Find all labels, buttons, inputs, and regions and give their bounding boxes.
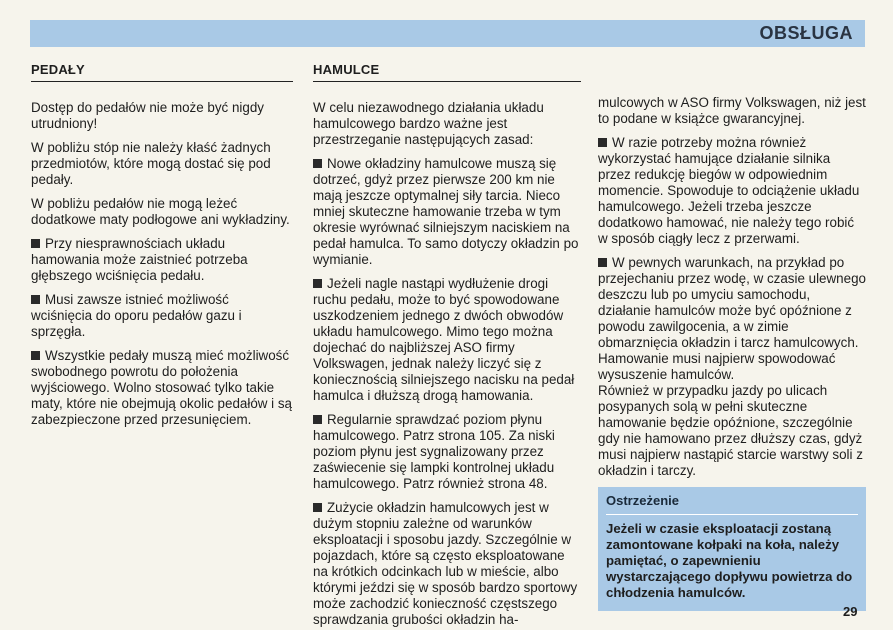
bullet-text: Regularnie sprawdzać poziom płynu hamulcowego. Patrz strona 105. Za niski poziom płynu jest sygnalizowany przez zaświecenie się lampki kontrolnej układu hamulcowego. Patrz również strona 48.	[313, 412, 555, 491]
bullet-square-icon	[598, 258, 607, 267]
bullet-text: Przy niesprawnościach układu hamowania może zaistnieć potrzeba głębszego wciśnięcia pedału.	[31, 236, 248, 283]
bullet-text: Nowe okładziny hamulcowe muszą się dotrzeć, gdyż przez pierwsze 200 km nie mają jeszcze optymalnej siły tarcia. Nieco mniej skuteczne hamowanie trzeba w tym okresie wyrównać silniejszym naciskiem na pedał hamulca. To samo dotyczy okładzin po wymianie.	[313, 156, 579, 267]
bullet-square-icon	[31, 239, 40, 248]
pedaly-column	[31, 62, 293, 436]
hamulce-heading: HAMULCE	[313, 62, 581, 82]
bullet-item	[313, 156, 581, 268]
bullet-square-icon	[31, 351, 40, 360]
bullet-text: Zużycie okładzin hamulcowych jest w dużym stopniu zależne od warunków eksploatacji i sposobu jazdy. Szczególnie w pojazdach, które są często eksploatowane na krótkich odcinkach lub w mieście, albo którymi jeździ się w sposób bardzo sportowy może zachodzić konieczność częstszego sprawdzania grubości okładzin ha-	[313, 500, 578, 627]
section-title: OBSŁUGA	[759, 23, 853, 43]
bullet-square-icon	[598, 138, 607, 147]
bullet-square-icon	[313, 415, 322, 424]
bullet-text: W razie potrzeby można również wykorzystać hamujące działanie silnika przez redukcję biegów w odpowiednim momencie. Spowoduje to odciążenie układu hamulcowego. Jeżeli trzeba jeszcze dodatkowo hamować, nie należy tego robić w sposób ciągły lecz z przerwami.	[598, 135, 860, 246]
paragraph: Również w przypadku jazdy po ulicach posypanych solą w pełni skuteczne hamowanie będzie opóźnione, szczególnie gdy nie hamowano przez dłuższy czas, gdyż musi najpierw nastąpić starcie warstwy soli z okładzin i tarczy.	[598, 383, 863, 478]
bullet-square-icon	[313, 503, 322, 512]
bullet-item	[313, 500, 581, 628]
bullet-item	[598, 255, 866, 383]
warning-box	[598, 487, 866, 611]
paragraph: mulcowych w ASO firmy Volkswagen, niż jest to podane w książce gwarancyjnej.	[598, 95, 866, 126]
header-bar	[30, 20, 865, 47]
bullet-text: Jeżeli nagle nastąpi wydłużenie drogi ruchu pedału, może to być spowodowane uszkodzeniem jednego z dwóch obwodów układu hamulcowego. Mimo tego można dojechać do najbliższej ASO firmy Volkswagen, jednak należy liczyć się z koniecznością silniejszego nacisku na pedał hamulca i dłuższą drogą hamowania.	[313, 276, 575, 403]
paragraph: W celu niezawodnego działania układu hamulcowego bardzo ważne jest przestrzeganie następujących zasad:	[313, 100, 544, 147]
bullet-text: Wszystkie pedały muszą mieć możliwość swobodnego powrotu do położenia wyjściowego. Wolno stosować tylko takie maty, które nie obejmują okolic pedałów i są zabezpieczone przed przesunięciem.	[31, 348, 292, 427]
bullet-square-icon	[31, 295, 40, 304]
bullet-item	[31, 348, 293, 428]
paragraph: Dostęp do pedałów nie może być nigdy utrudniony!	[31, 100, 264, 131]
warning-title: Ostrzeżenie	[606, 493, 858, 515]
bullet-item	[313, 412, 581, 492]
hamulce-column	[313, 62, 581, 630]
warning-text: Jeżeli w czasie eksploatacji zostaną zamontowane kołpaki na koła, należy pamiętać, o zapewnieniu wystarczającego dopływu powietrza do chłodzenia hamulców.	[606, 521, 853, 600]
paragraph: W pobliżu stóp nie należy kłaść żadnych przedmiotów, które mogą dostać się pod pedały.	[31, 140, 271, 187]
bullet-text: Musi zawsze istnieć możliwość wciśnięcia do oporu pedałów gazu i sprzęgła.	[31, 292, 242, 339]
bullet-square-icon	[313, 279, 322, 288]
page-number: 29	[843, 604, 858, 619]
pedaly-heading: PEDAŁY	[31, 62, 293, 82]
hamulce-continued-column	[598, 95, 866, 611]
bullet-text: W pewnych warunkach, na przykład po przejechaniu przez wodę, w czasie ulewnego deszczu lub po umyciu samochodu, działanie hamulców może być opóźnione z powodu zawilgocenia, a w zimie obmarznięcia okładzin i tarcz hamulcowych. Hamowanie musi najpierw spowodować wysuszenie hamulców.	[598, 255, 866, 382]
bullet-item	[31, 292, 293, 340]
bullet-item	[31, 236, 293, 284]
paragraph: W pobliżu pedałów nie mogą leżeć dodatkowe maty podłogowe ani wykładziny.	[31, 196, 290, 227]
bullet-item	[598, 135, 866, 247]
bullet-item	[313, 276, 581, 404]
bullet-square-icon	[313, 159, 322, 168]
